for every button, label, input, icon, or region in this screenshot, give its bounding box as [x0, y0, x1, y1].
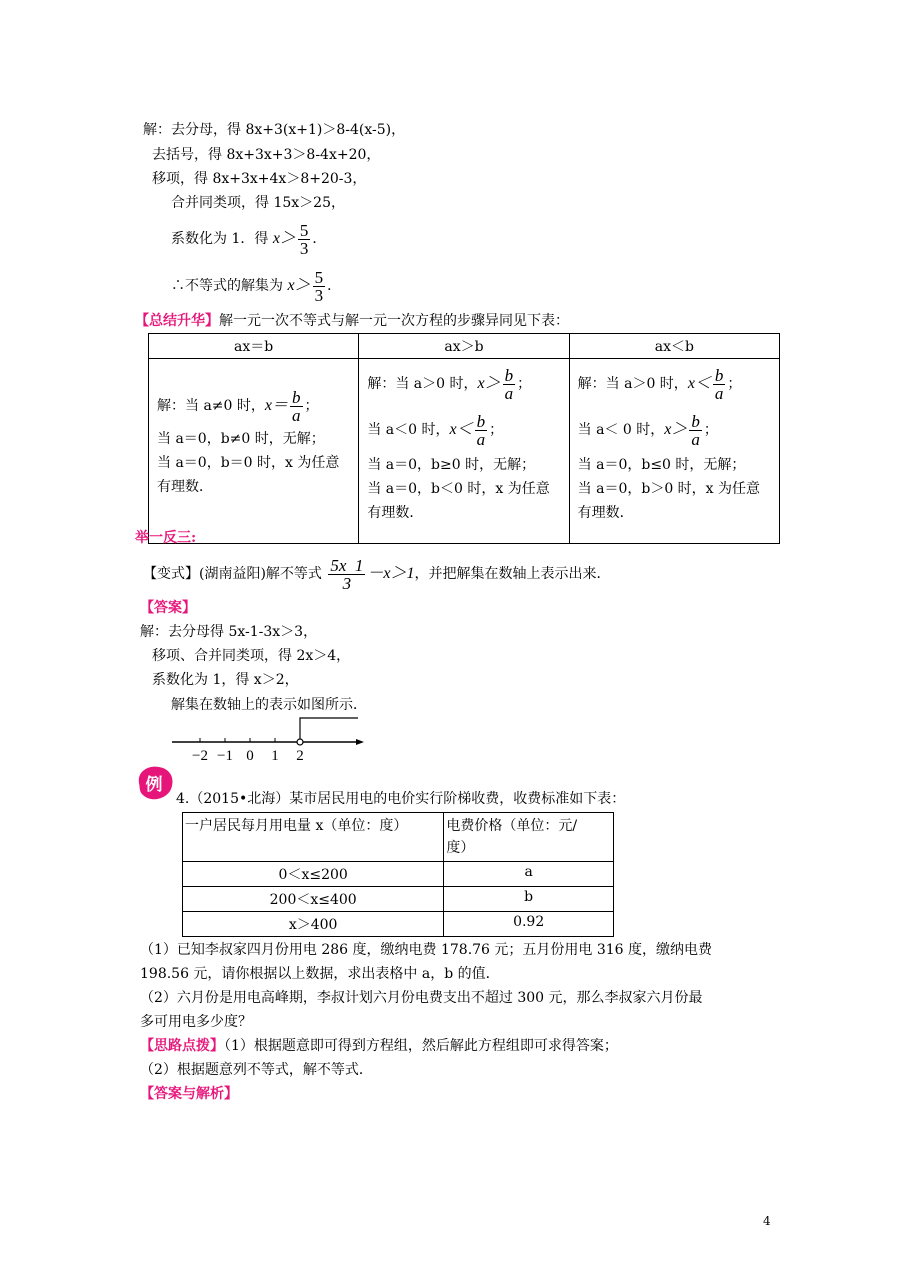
cell-line: [578, 407, 771, 453]
solution-line-6-end: ．: [327, 278, 342, 294]
table-header-row: [149, 334, 780, 359]
cell-line: 当 a＝0，b＝0 时，x 为任意: [157, 455, 340, 471]
table-cell: b: [444, 887, 614, 912]
solution-line-4: 合并同类项，得 15x＞25，: [171, 195, 345, 211]
fraction-denominator: a: [714, 383, 724, 403]
badge-label: 例: [145, 775, 163, 795]
cell-line: 有理数．: [157, 479, 213, 495]
solution-line-6-lhs: x＞: [287, 277, 311, 294]
fraction-numerator: 5: [299, 220, 309, 240]
body-cell-2: [359, 359, 569, 544]
header-cell-1: ax＝b: [149, 334, 359, 359]
fraction: [290, 389, 303, 424]
cell-line: 有理数．: [577, 505, 634, 521]
cell-line: 有理数．: [367, 505, 424, 521]
answer-line-2: 移项、合并同类项，得 2x＞4，: [152, 648, 351, 664]
solution-line-1: 解：去分母，得 8x+3(x+1)＞8-4(x-5)，: [143, 122, 406, 138]
cell-lhs: x＞: [664, 421, 688, 438]
arrow-icon: [356, 739, 364, 745]
axis-tick-label: −2: [192, 748, 208, 762]
practice-heading: 举一反三:: [135, 530, 197, 546]
fraction-numerator: b: [504, 365, 514, 385]
table-cell: x＞400: [183, 912, 444, 937]
cell-lhs: x＜: [449, 421, 473, 438]
fraction-denominator: a: [476, 429, 486, 449]
table-cell: 0.92: [444, 912, 614, 937]
table-row: [183, 912, 614, 937]
table-row: [183, 813, 614, 862]
variant-text: 【变式】(湖南益阳)解不等式: [143, 566, 327, 582]
table-cell: 200＜x≤400: [183, 887, 444, 912]
cell-line: 当 a＝0，b≠0 时，无解；: [157, 431, 325, 447]
example-problem: 4.（2015•北海）某市居民用电的电价实行阶梯收费，收费标准如下表：: [176, 791, 626, 807]
comparison-table: [148, 333, 780, 544]
summary-text: 解一元一次不等式与解一元一次方程的步骤异同见下表：: [219, 313, 569, 329]
solution-ray: [300, 718, 358, 742]
cell-text: 解：当 a≠0 时，: [157, 398, 265, 414]
summary-tag: 【总结升华】: [135, 313, 219, 329]
example-badge-icon: [135, 765, 175, 801]
table-row: [183, 887, 614, 912]
variant-line: [143, 550, 611, 598]
fraction-denominator: a: [292, 405, 301, 425]
variant-text-end: ，并把解集在数轴上表示出来．: [414, 566, 611, 582]
open-circle: [297, 739, 303, 745]
fraction-numerator: b: [292, 387, 301, 407]
cell-end: ；: [517, 376, 532, 392]
fraction-numerator: b: [691, 411, 700, 431]
cell-lhs: x＜: [687, 375, 711, 392]
fraction-numerator: 5: [314, 267, 324, 287]
axis-tick-label: 2: [296, 748, 304, 762]
answer-analysis-tag: 【答案与解析】: [140, 1086, 238, 1102]
question-1-line-1: （1）已知李叔家四月份用电 286 度，缴纳电费 178.76 元；五月份用电 316 度，缴纳电费: [140, 942, 713, 958]
table-cell: a: [444, 862, 614, 887]
cell-line: [367, 361, 560, 407]
cell-line: [578, 361, 771, 407]
variant-expression: －x＞1: [367, 565, 415, 582]
cell-end: ；: [727, 376, 742, 392]
body-cell-3: [569, 359, 779, 544]
solution-line-5-end: ．: [312, 231, 327, 247]
summary-line: [135, 311, 569, 331]
fraction: [298, 222, 311, 257]
question-2-line-1: （2）六月份是用电高峰期，李叔计划六月份电费支出不超过 300 元，那么李叔家六月份最: [140, 990, 703, 1006]
body-cell-1: [149, 359, 359, 544]
cell-line: 当 a＝0，b＜0 时，x 为任意: [367, 481, 550, 497]
question-1-line-2: 198.56 元，请你根据以上数据，求出表格中 a，b 的值．: [140, 966, 500, 982]
hint-line-2: （2）根据题意列不等式，解不等式．: [140, 1062, 373, 1078]
cell-text: 当 a＜ 0 时，: [577, 422, 665, 438]
fraction-denominator: a: [691, 429, 700, 449]
solution-line-5-text: 系数化为 1．得: [171, 231, 273, 247]
solution-line-6-text: ∴不等式的解集为: [171, 278, 288, 294]
fraction-numerator: 5x 1: [330, 555, 364, 575]
price-table-header-1: 一户居民每月用电量 x（单位：度）: [183, 813, 444, 862]
page-number: 4: [763, 1214, 771, 1228]
header-line: 电费价格（单位：元/: [446, 818, 578, 834]
cell-text: 解：当 a＞0 时，: [577, 376, 688, 392]
fraction: [503, 367, 516, 402]
solution-line-2: 去括号，得 8x+3x+3＞8-4x+20，: [152, 147, 381, 163]
answer-line-4: 解集在数轴上的表示如图所示．: [171, 697, 367, 713]
axis-tick-label: 1: [271, 748, 279, 762]
fraction-numerator: b: [476, 411, 486, 431]
number-line: [168, 712, 368, 762]
fraction-numerator: b: [714, 365, 724, 385]
fraction-denominator: 3: [314, 285, 324, 305]
hint-tag: 【思路点拨】: [140, 1038, 224, 1054]
header-cell-3: ax＜b: [569, 334, 779, 359]
solution-line-3: 移项，得 8x+3x+4x＞8+20-3，: [152, 171, 367, 187]
header-line: 度）: [446, 840, 475, 856]
cell-end: ；: [489, 422, 504, 438]
fraction: [689, 413, 702, 448]
axis-tick-label: 0: [246, 748, 254, 762]
cell-line: [367, 407, 560, 453]
table-cell: 0＜x≤200: [183, 862, 444, 887]
fraction-denominator: 3: [299, 238, 309, 258]
answer-line-1: 解：去分母得 5x-1-3x＞3，: [140, 624, 318, 640]
cell-line: 当 a＝0，b≤0 时，无解；: [577, 457, 746, 473]
fraction: [475, 413, 488, 448]
table-row: [183, 862, 614, 887]
axis-tick-label: −1: [217, 748, 233, 762]
cell-line: 当 a＝0，b＞0 时，x 为任意: [577, 481, 761, 497]
cell-text: 解：当 a＞0 时，: [367, 376, 478, 392]
solution-line-5-lhs: x＞: [272, 230, 296, 247]
fraction: [313, 269, 326, 304]
cell-line: 当 a＝0，b≥0 时，无解；: [367, 457, 536, 473]
solution-line-5: [171, 215, 326, 263]
cell-lhs: x＝: [264, 397, 288, 414]
hint-line-1: [140, 1036, 618, 1056]
price-table: [182, 812, 614, 937]
hint-text: （1）根据题意即可得到方程组，然后解此方程组即可求得答案；: [224, 1038, 618, 1054]
cell-line: [157, 385, 350, 427]
fraction: [328, 557, 365, 592]
fraction-denominator: 3: [342, 573, 352, 593]
fraction-denominator: a: [504, 383, 514, 403]
table-body-row: [149, 359, 780, 544]
question-2-line-2: 多可用电多少度？: [140, 1014, 252, 1030]
answer-tag: 【答案】: [140, 600, 196, 616]
cell-end: ；: [703, 422, 718, 438]
cell-lhs: x＞: [477, 375, 501, 392]
solution-line-6: [171, 262, 341, 310]
price-table-header-2: [444, 813, 614, 862]
header-cell-2: ax＞b: [359, 334, 569, 359]
fraction: [713, 367, 726, 402]
cell-text: 当 a＜0 时，: [367, 422, 450, 438]
cell-end: ；: [304, 398, 319, 414]
answer-line-3: 系数化为 1，得 x＞2，: [152, 672, 299, 688]
